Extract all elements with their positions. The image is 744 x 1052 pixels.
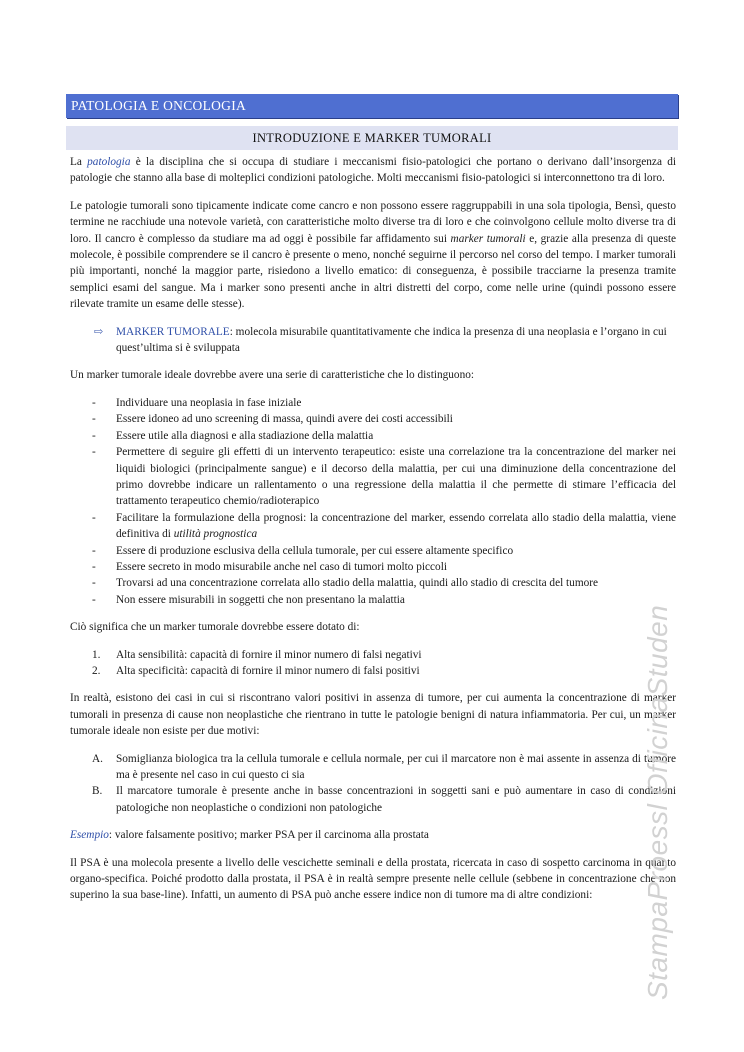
list-item: - Essere utile alla diagnosi e alla stadiazione della malattia <box>92 429 374 442</box>
section-title: PATOLOGIA E ONCOLOGIA <box>66 94 678 118</box>
list-item: - Essere di produzione esclusiva della cellula tumorale, per cui essere altamente specifico <box>92 544 514 557</box>
subsection-title: INTRODUZIONE E MARKER TUMORALI <box>66 126 678 150</box>
characteristics-intro: Un marker tumorale ideale dovrebbe avere una serie di caratteristiche che lo distinguono: <box>70 369 475 382</box>
list-item: - Essere secreto in modo misurabile anche nel caso di tumori molto piccoli <box>92 560 447 573</box>
list-item: - Individuare una neoplasia in fase iniziale <box>92 396 302 409</box>
list-item: - Trovarsi ad una concentrazione correlata allo stadio della malattia, quindi allo stadio di crescita del tumore <box>92 577 599 590</box>
list-item: - Non essere misurabili in soggetti che non presentano la malattia <box>92 593 405 606</box>
list-item: - Essere idoneo ad uno screening di massa, quindi avere dei costi accessibili <box>92 413 453 426</box>
psa-paragraph: Il PSA è una molecola presente a livello delle vescichette seminali e della prostata, ricercata in caso di sospetto carcinoma in quanto organo-specifica. Poiché prodotto dalla prostata, il PSA è in realtà sempre presente nelle cellule (sebbene in concentrazione che non superino la sua base-line). Infatti, un aumento di PSA può anche essere indice non di tumore ma di altre condizioni: <box>70 856 676 902</box>
characteristics-list <box>70 395 676 608</box>
arrow-right-icon: ⇨ <box>94 325 104 338</box>
definition-term: MARKER TUMORALE <box>116 325 230 338</box>
list-item: - Permettere di seguire gli effetti di un intervento terapeutico: esiste una correlazione tra la concentrazione del marker nei liquidi biologici (principalmente sangue) e il decorso della malattia, per cui una diminuzione della concentrazione del primo dovrebbe indicare un rallentamento o una regressione della malattia il che permette di stimare l’efficacia del trattamento terapeutico chemio/radioterapico <box>92 446 676 508</box>
term-marker-tumorali: marker tumorali <box>450 232 526 245</box>
list-item: 1. Alta sensibilità: capacità di fornire il minor numero di falsi negativi <box>92 648 422 661</box>
term-patologia: patologia <box>87 156 131 168</box>
example-label: Esempio <box>70 829 109 842</box>
list-item: 2. Alta specificità: capacità di fornire il minor numero di falsi positivi <box>92 664 420 677</box>
reality-paragraph: In realtà, esistono dei casi in cui si riscontrano valori positivi in assenza di tumore, per cui aumenta la concentrazione di marker tumorali in presenza di cause non neoplastiche che rientrano in tutte le patologie benigni di natura infiammatoria. Per cui, un marker tumorale ideale non esiste per due motivi: <box>70 692 676 738</box>
watermark: StampaProessl OfficinaStuden <box>642 604 673 1000</box>
definition-text: : molecola misurabile quantitativamente che indica la presenza di una neoplasia e l’organo in cui quest’ultima si è sviluppata <box>116 325 667 355</box>
list-item: A. Somiglianza biologica tra la cellula tumorale e cellula normale, per cui il marcatore non è mai assente in assenza di tumore ma è presente nel caso in cui questo ci sia <box>92 752 676 781</box>
example-line: Esempio: valore falsamente positivo; marker PSA per il carcinoma alla prostata <box>70 829 429 842</box>
requirements-intro: Ciò significa che un marker tumorale dovrebbe essere dotato di: <box>70 621 360 634</box>
list-item: B. Il marcatore tumorale è presente anche in basse concentrazioni in soggetti sani e può aumentare in caso di condizioni patologiche non neoplastiche o condizioni non patologiche <box>92 785 676 814</box>
cancer-paragraph: Le patologie tumorali sono tipicamente indicate come cancro e non possono essere raggruppabili in una sola tipologia, Bensì, questo termine ne racchiude una notevole varietà, con caratteristiche molto diverse tra di loro e che coinvolgono cellule molto diverse tra di loro. Il cancro è complesso da studiare ma ad oggi è possibile far affidamento sui marker tumorali e, grazie alla presenza di queste molecole, è possibile comprendere se il cancro è presente o meno, nonché seguirne il percorso nel corso del tempo. I marker tumorali più importanti, nonché la maggior parte, risiedono a livello ematico: di conseguenza, è possibile tracciarne la presenza tramite semplici esami del sangue. Ma i marker sono presenti anche in altri distretti del corpo, come nelle urine (quindi possono essere rilevate tramite un esame delle stesse). <box>70 199 676 311</box>
document-body <box>70 154 676 915</box>
definition-item <box>70 324 676 357</box>
list-item: - Facilitare la formulazione della prognosi: la concentrazione del marker, essendo correlata allo stadio della malattia, viene definitiva di utilità prognostica <box>92 511 676 541</box>
reasons-list <box>70 751 676 817</box>
requirements-list <box>70 647 676 680</box>
intro-paragraph: La patologia è la disciplina che si occupa di studiare i meccanismi fisio-patologici che portano o derivano dall’insorgenza di patologie che stanno alla base di molteplici condizioni patologiche. Molti meccanismi fisio-patologici si interconnettono tra di loro. <box>70 156 676 185</box>
